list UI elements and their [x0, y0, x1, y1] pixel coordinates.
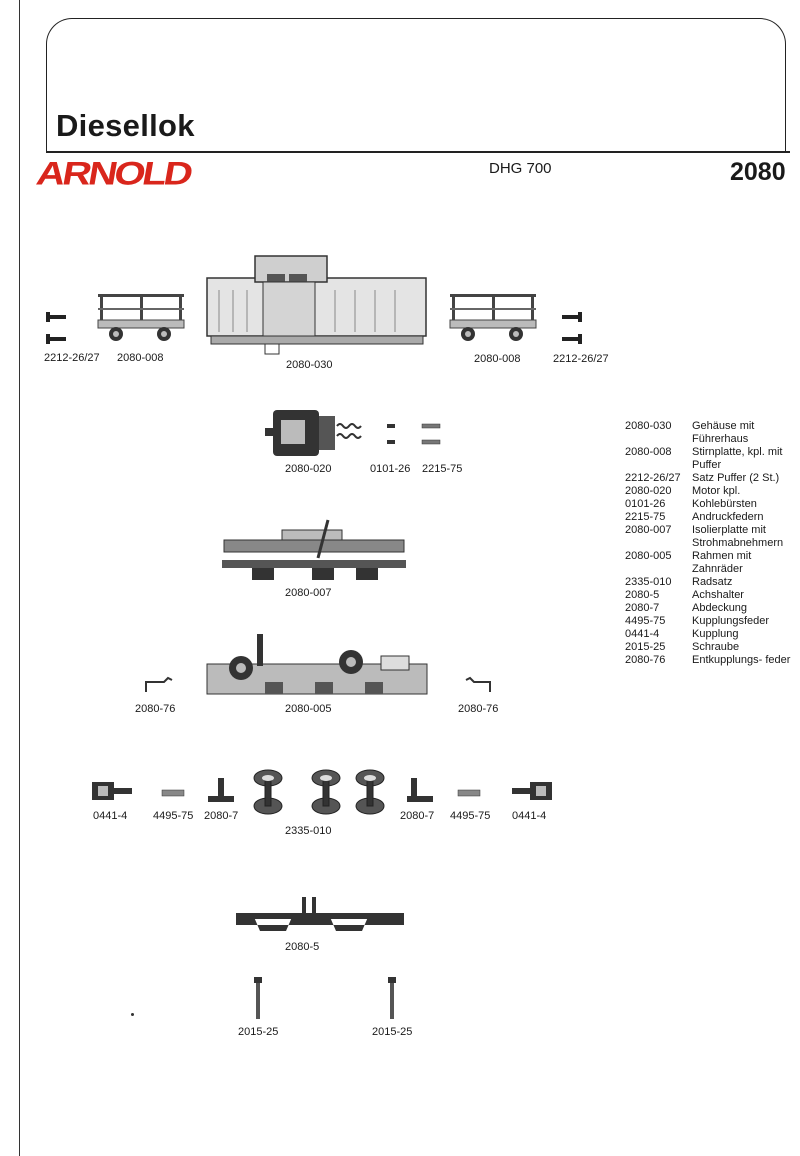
part-description: Schraube — [692, 641, 740, 653]
coupling-right-illustration — [508, 778, 554, 806]
part-description: Abdeckung — [692, 602, 748, 614]
callout-uncoupling-right: 2080-76 — [458, 703, 499, 715]
callout-screw-left: 2015-25 — [238, 1026, 279, 1038]
parts-list-row — [625, 511, 800, 524]
part-description: Isolierplatte mit Strohmabnehmern — [692, 524, 784, 549]
part-number: 2212-26/27 — [625, 472, 681, 484]
part-description: Gehäuse mit Führerhaus — [692, 420, 755, 445]
callout-wheelset: 2335-010 — [285, 825, 332, 837]
callout-coupling-right: 0441-4 — [512, 810, 547, 822]
part-description: Achshalter — [692, 589, 744, 601]
parts-list-row — [625, 589, 800, 602]
callout-axle-holder: 2080-5 — [285, 941, 320, 953]
parts-list-row — [625, 485, 800, 498]
part-description: Motor kpl. — [692, 485, 741, 497]
axle-holder-illustration — [234, 895, 406, 939]
part-description: Andruckfedern — [692, 511, 764, 523]
end-plate-left-illustration — [96, 290, 186, 346]
callout-buffer-left: 2212-26/27 — [44, 352, 100, 364]
callout-coupling-left: 0441-4 — [93, 810, 128, 822]
callout-end-plate-right: 2080-008 — [474, 353, 521, 365]
part-description: Rahmen mit Zahnräder — [692, 550, 752, 575]
callout-coupling-spring-left: 4495-75 — [153, 810, 194, 822]
part-description: Kupplungsfeder — [692, 615, 770, 627]
part-description: Entkupplungs- feder — [692, 654, 791, 666]
part-number: 0441-4 — [625, 628, 660, 640]
end-plate-right-illustration — [448, 290, 538, 346]
part-number: 2080-020 — [625, 485, 672, 497]
parts-list-row — [625, 524, 800, 550]
part-number: 0101-26 — [625, 498, 666, 510]
cover-right-illustration — [405, 776, 435, 806]
part-description: Satz Puffer (2 St.) — [692, 472, 780, 484]
model-name: DHG 700 — [489, 160, 552, 177]
part-description: Radsatz — [692, 576, 733, 588]
coupling-spring-left-illustration — [160, 788, 186, 798]
parts-list-row — [625, 550, 800, 576]
page-title: Diesellok — [56, 108, 195, 143]
parts-list — [625, 420, 800, 667]
callout-insulating-plate: 2080-007 — [285, 587, 332, 599]
callout-cover-left: 2080-7 — [204, 810, 239, 822]
callout-frame: 2080-005 — [285, 703, 332, 715]
part-number: 2080-7 — [625, 602, 660, 614]
part-description: Kupplung — [692, 628, 739, 640]
callout-end-plate-left: 2080-008 — [117, 352, 164, 364]
part-number: 2080-007 — [625, 524, 672, 536]
part-number: 2080-5 — [625, 589, 660, 601]
uncoupling-spring-right-illustration — [464, 676, 494, 696]
parts-list-row — [625, 472, 800, 485]
part-number: 2080-008 — [625, 446, 672, 458]
model-number: 2080 — [730, 158, 786, 186]
cover-left-illustration — [206, 776, 236, 806]
header-rule — [46, 151, 790, 153]
part-number: 2015-25 — [625, 641, 666, 653]
part-number: 2335-010 — [625, 576, 672, 588]
uncoupling-spring-left-illustration — [144, 676, 174, 696]
callout-brushes: 0101-26 — [370, 463, 411, 475]
parts-list-row — [625, 420, 800, 446]
callout-coupling-spring-right: 4495-75 — [450, 810, 491, 822]
callout-buffer-right: 2212-26/27 — [553, 353, 609, 365]
binding-line — [19, 0, 20, 1156]
parts-list-row — [625, 602, 800, 615]
callout-screw-right: 2015-25 — [372, 1026, 413, 1038]
part-number: 2080-030 — [625, 420, 672, 432]
wheelset-illustration — [250, 768, 392, 820]
frame-illustration — [205, 632, 429, 702]
motor-illustration — [265, 406, 369, 460]
part-number: 4495-75 — [625, 615, 666, 627]
brushes-illustration — [385, 420, 399, 448]
callout-springs: 2215-75 — [422, 463, 463, 475]
parts-list-row — [625, 576, 800, 589]
brand-logo: ARNOLD — [33, 156, 194, 193]
screw-left-illustration — [252, 975, 264, 1021]
part-number: 2215-75 — [625, 511, 666, 523]
parts-list-row — [625, 446, 800, 472]
part-description: Stirnplatte, kpl. mit Puffer — [692, 446, 783, 471]
insulating-plate-illustration — [222, 518, 406, 584]
parts-list-row — [625, 498, 800, 511]
print-speck — [131, 1013, 134, 1016]
parts-list-row — [625, 641, 800, 654]
buffer-left-illustration — [44, 308, 70, 348]
springs-illustration — [420, 420, 444, 448]
parts-list-row — [625, 628, 800, 641]
callout-housing: 2080-030 — [286, 359, 333, 371]
part-number: 2080-76 — [625, 654, 666, 666]
parts-list-row — [625, 615, 800, 628]
housing-illustration — [205, 252, 430, 356]
coupling-left-illustration — [90, 778, 136, 806]
callout-uncoupling-left: 2080-76 — [135, 703, 176, 715]
buffer-right-illustration — [558, 308, 584, 348]
parts-list-row — [625, 654, 800, 667]
callout-cover-right: 2080-7 — [400, 810, 435, 822]
part-number: 2080-005 — [625, 550, 672, 562]
coupling-spring-right-illustration — [456, 788, 482, 798]
part-description: Kohlebürsten — [692, 498, 757, 510]
screw-right-illustration — [386, 975, 398, 1021]
callout-motor: 2080-020 — [285, 463, 332, 475]
